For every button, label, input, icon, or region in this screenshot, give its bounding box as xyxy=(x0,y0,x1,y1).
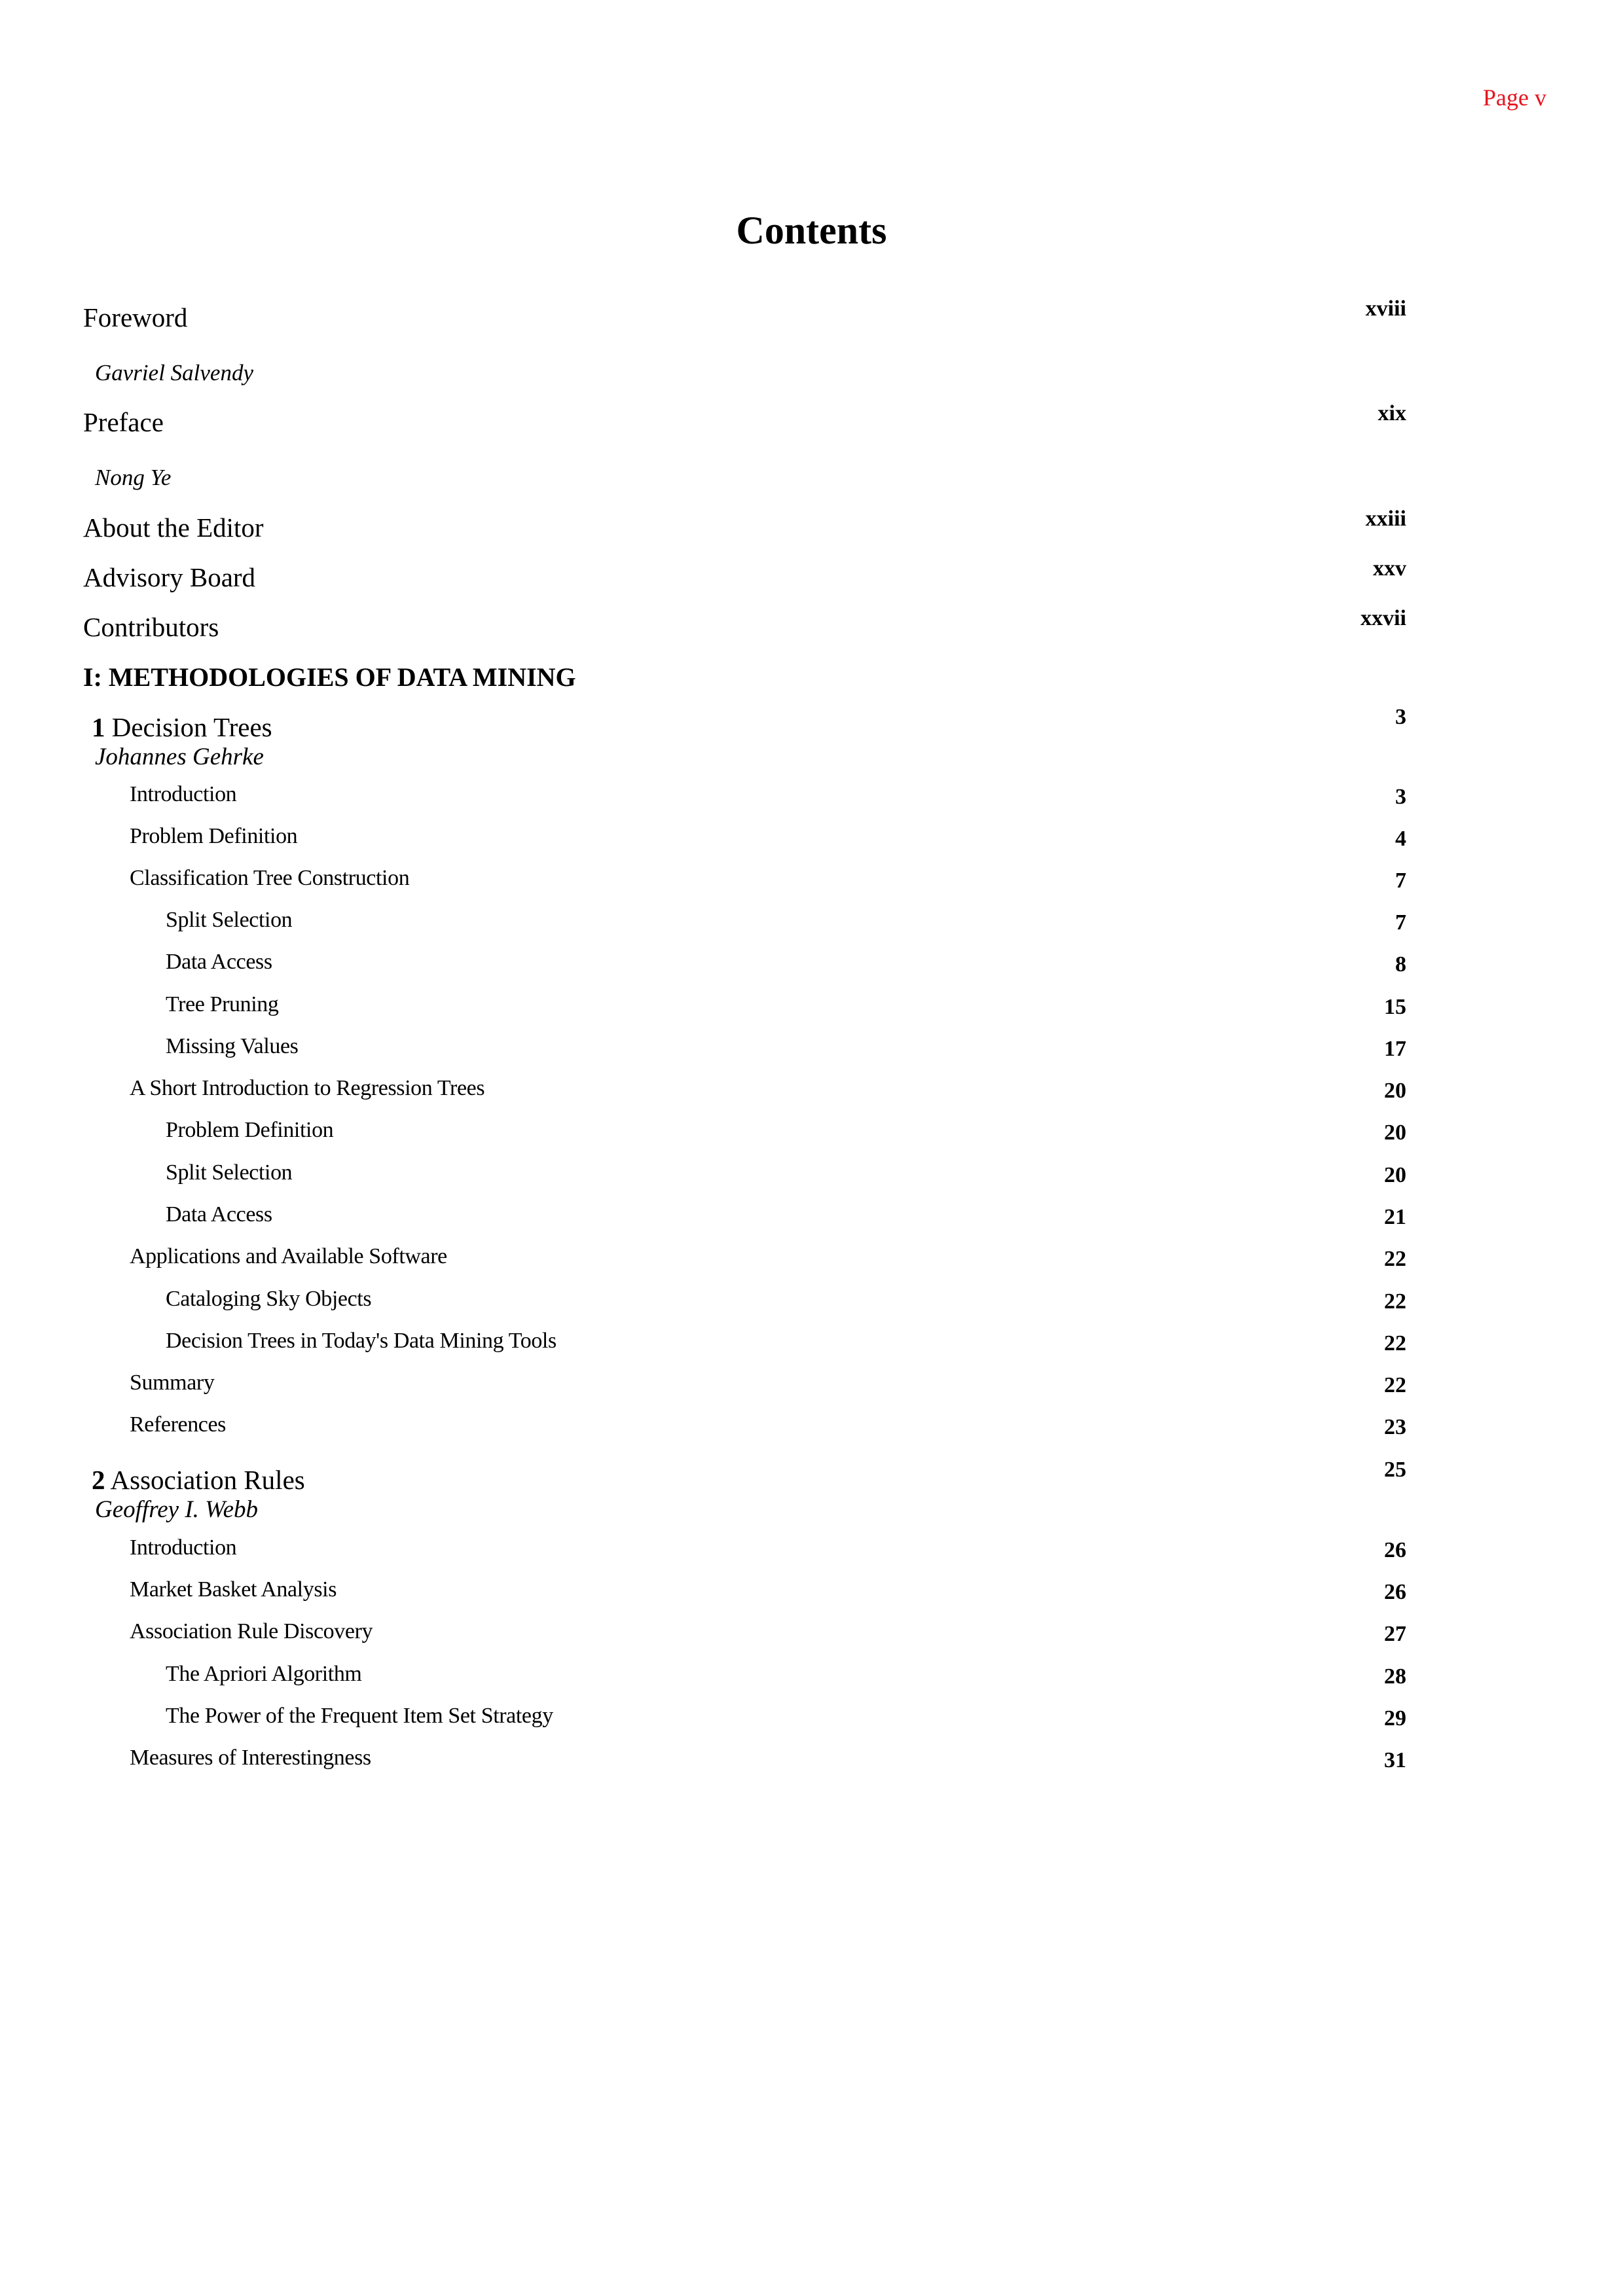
toc-page-chapter-1: 3 xyxy=(1395,705,1406,729)
toc-subsection[interactable]: Missing Values xyxy=(166,1034,299,1058)
toc-subsection[interactable]: Data Access xyxy=(166,1202,272,1227)
toc-section-page: 20 xyxy=(1384,1079,1406,1103)
toc-page-preface: xix xyxy=(1377,401,1406,425)
toc-subsection[interactable]: Decision Trees in Today's Data Mining Tools xyxy=(166,1329,556,1353)
toc-section-page: 26 xyxy=(1384,1580,1406,1604)
toc-subsection[interactable]: Cataloging Sky Objects xyxy=(166,1287,372,1311)
page-title: Contents xyxy=(736,209,887,252)
toc-section-page: 7 xyxy=(1395,910,1406,935)
toc-section[interactable]: Introduction xyxy=(130,782,237,806)
toc-section-page: 22 xyxy=(1384,1289,1406,1314)
chapter-number: 2 xyxy=(92,1465,105,1495)
toc-part-heading: I: METHODOLOGIES OF DATA MINING xyxy=(83,662,576,692)
toc-section-page: 28 xyxy=(1384,1664,1406,1689)
toc-entry-foreword[interactable]: Foreword xyxy=(83,302,188,332)
toc-section-page: 7 xyxy=(1395,869,1406,893)
chapter-title: Decision Trees xyxy=(111,712,272,742)
toc-subsection[interactable]: The Apriori Algorithm xyxy=(166,1662,362,1686)
toc-section-page: 22 xyxy=(1384,1373,1406,1397)
toc-page-chapter-2: 25 xyxy=(1384,1458,1406,1482)
toc-section[interactable]: Association Rule Discovery xyxy=(130,1619,373,1643)
toc-section[interactable]: Market Basket Analysis xyxy=(130,1577,337,1602)
toc-section-page: 20 xyxy=(1384,1163,1406,1187)
toc-subsection[interactable]: Data Access xyxy=(166,950,272,974)
toc-section-page: 21 xyxy=(1384,1205,1406,1229)
toc-section[interactable]: Classification Tree Construction xyxy=(130,866,410,890)
toc-subsection[interactable]: Problem Definition xyxy=(166,1118,334,1142)
toc-section-page: 23 xyxy=(1384,1415,1406,1439)
toc-author-preface: Nong Ye xyxy=(95,465,172,490)
toc-subsection[interactable]: Tree Pruning xyxy=(166,992,279,1016)
toc-entry-about-editor[interactable]: About the Editor xyxy=(83,512,264,543)
toc-section[interactable]: Problem Definition xyxy=(130,824,298,848)
toc-section-page: 27 xyxy=(1384,1622,1406,1646)
toc-page-about-editor: xxiii xyxy=(1365,507,1406,531)
toc-section[interactable]: A Short Introduction to Regression Trees xyxy=(130,1076,485,1100)
toc-section[interactable]: Applications and Available Software xyxy=(130,1244,447,1268)
toc-section-page: 22 xyxy=(1384,1247,1406,1271)
toc-section[interactable]: Measures of Interestingness xyxy=(130,1746,371,1770)
chapter-title: Association Rules xyxy=(110,1465,305,1495)
toc-section-page: 20 xyxy=(1384,1121,1406,1145)
toc-chapter-2[interactable] xyxy=(92,1464,305,1496)
toc-subsection[interactable]: Split Selection xyxy=(166,1160,293,1185)
toc-page-advisory-board: xxv xyxy=(1373,556,1406,581)
toc-section-page: 26 xyxy=(1384,1538,1406,1562)
toc-subsection[interactable]: The Power of the Frequent Item Set Strategy xyxy=(166,1704,553,1728)
toc-section-page: 17 xyxy=(1384,1037,1406,1061)
toc-entry-preface[interactable]: Preface xyxy=(83,407,164,437)
toc-chapter-1[interactable] xyxy=(92,711,272,743)
toc-section[interactable]: Introduction xyxy=(130,1535,237,1560)
page-label: Page v xyxy=(1483,84,1546,111)
chapter-number: 1 xyxy=(92,712,105,742)
toc-section[interactable]: References xyxy=(130,1412,227,1437)
toc-section-page: 22 xyxy=(1384,1331,1406,1355)
toc-section-page: 29 xyxy=(1384,1706,1406,1731)
toc-page-foreword: xviii xyxy=(1365,296,1406,321)
toc-page-contributors: xxvii xyxy=(1360,606,1406,630)
toc-section-page: 3 xyxy=(1395,785,1406,809)
toc-section[interactable]: Summary xyxy=(130,1371,215,1395)
toc-section-page: 15 xyxy=(1384,995,1406,1019)
toc-subsection[interactable]: Split Selection xyxy=(166,908,293,932)
toc-author-chapter-1: Johannes Gehrke xyxy=(95,744,264,770)
toc-section-page: 31 xyxy=(1384,1748,1406,1772)
toc-entry-contributors[interactable]: Contributors xyxy=(83,612,219,642)
toc-author-chapter-2: Geoffrey I. Webb xyxy=(95,1496,258,1523)
toc-section-page: 4 xyxy=(1395,827,1406,851)
toc-author-foreword: Gavriel Salvendy xyxy=(95,360,253,386)
toc-entry-advisory-board[interactable]: Advisory Board xyxy=(83,562,256,592)
toc-section-page: 8 xyxy=(1395,952,1406,977)
